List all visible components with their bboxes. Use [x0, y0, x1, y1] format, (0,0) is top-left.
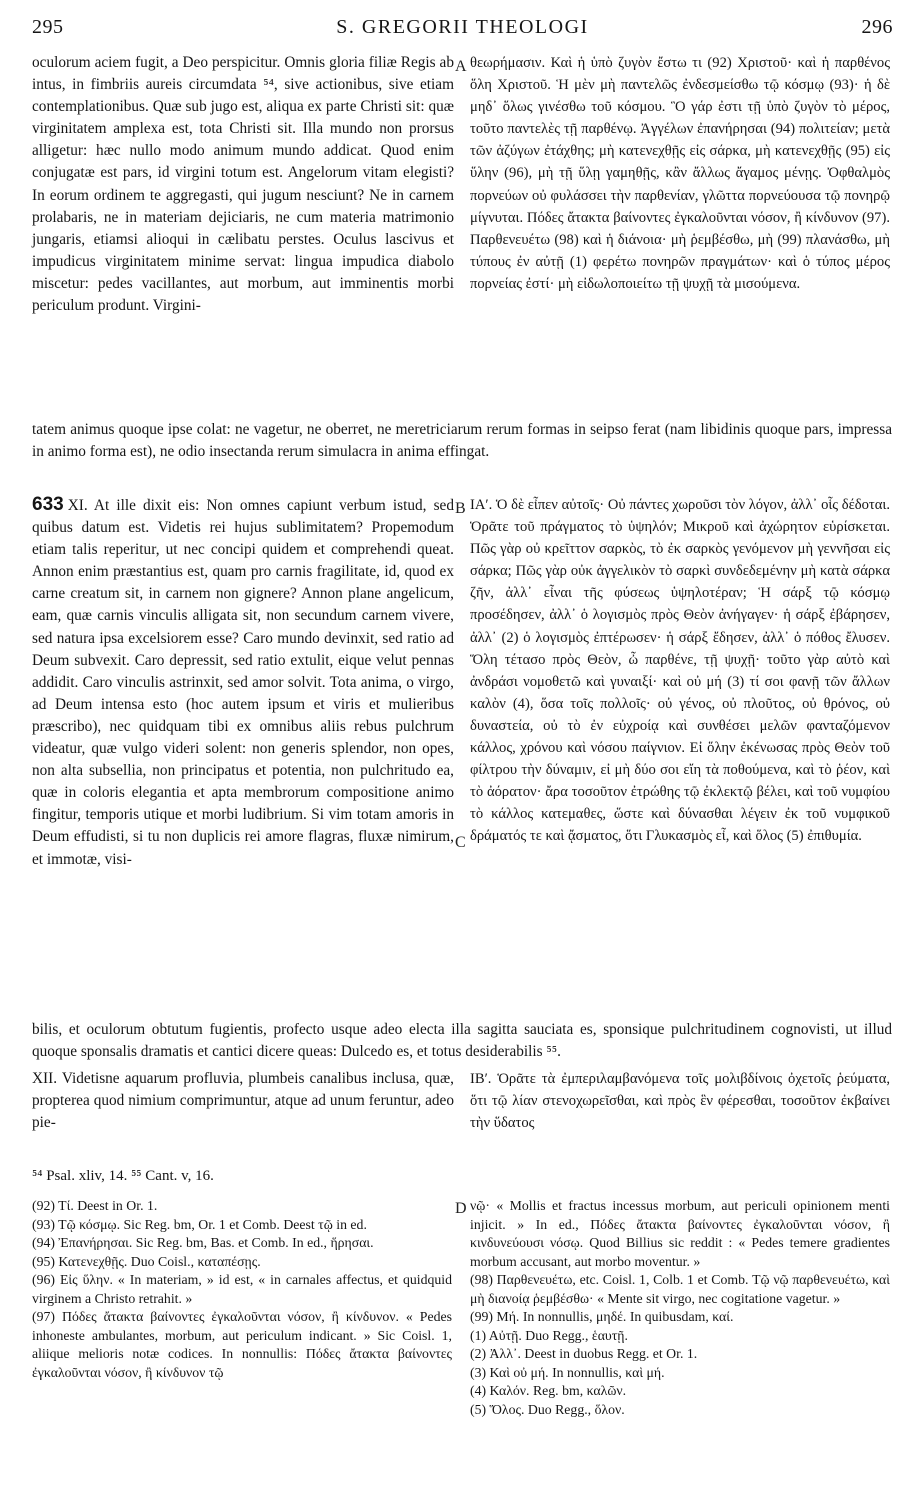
page-number-right: 296 [861, 16, 893, 38]
latin-paragraph-xii: XII. Videtisne aquarum profluvia, plumbeis canalibus inclusa, quæ, propterea quod nimium comprimuntur, atque ad unum feruntur, adeo pie- [32, 1070, 454, 1132]
note: (4) Καλόν. Reg. bm, καλῶν. [470, 1383, 627, 1398]
greek-paragraph: θεωρήμασιν. Καὶ ἡ ὑπὸ ζυγὸν ἔστω τι (92) Χριστοῦ· καὶ ἡ παρθένος ὅλη Χριστοῦ. Ἡ μὲν μὴ παντελῶς ἐνδεσμείσθω τῷ κόσμῳ (93)· ἡ δὲ μηδ᾽ ὅλως γινέσθω τοῦ κόσμου. Ὃ γάρ ἐστι τῇ ὑπὸ ζυγὸν τὸ μέρος, τοῦτο παντελὲς τῇ παρθένῳ. Ἀγγέλων ἐπανήρησαι (94) πολιτείαν; μετὰ τῶν ἀζύγων ἐτάχθης; μὴ κατενεχθῇς εἰς σάρκα, μὴ κατενεχθῇς (95) εἰς ὕλην (96), μὴ τῇ ὕλῃ γαμηθῇς, κἂν ἄλλως ἄγαμος μένῃς. Ὀφθαλμὸς πορνεύων οὐ φυλάσσει τὴν παρθενίαν, γλῶττα πορνεύουσα τῷ πονηρῷ μίγνυται. Πόδες ἄτακτα βαίνοντες ἐγκαλοῦνται νόσον, ἢ κίνδυνον (97). Παρθενευέτω (98) καὶ ἡ διάνοια· μὴ ῥεμβέσθω, μὴ (99) πλανάσθω, μὴ τύπους ἐν αὐτῇ (1) φερέτω πονηρῶν πραγμάτων· καὶ ὁ τύπος μέρος πορνείας ἐστί· μὴ εἰδωλοποιείτω τῇ ψυχῇ τὰ μισούμενα. [470, 55, 890, 292]
greek-column-section-1 [470, 52, 890, 295]
latin-paragraph: oculorum aciem fugit, a Deo perspicitur. Omnis gloria filiæ Regis ab intus, in fimbriis aureis circumdata ⁵⁴, sive actionibus, sive etiam contemplationibus. Quæ sub jugo est, aliqua ex parte Christi sit: quæ virginitatem amplexa est, tota Christi sit. Illa mundo non prorsus alligetur: hæc nullo modo animum mundo addicat. Quod enim conjugatæ est pars, id virgini totum est. Angelorum vitam elegisti? In eorum ordinem te aggregasti, qui jugum nesciunt? Ne in carnem prolabaris, ne in materiam dejiciaris, ne cum materia matrimonio jungaris, etiamsi alioqui in cælibatu perstes. Oculus lascivus et impudicus virginitatem minime servat: lingua impudica diabolo miscetur: pedes vacillantes, aut morbum, aut imminentis morbi periculum produnt. Virgini- [32, 54, 454, 315]
note: (97) Πόδες ἄτακτα βαίνοντες ἐγκαλοῦνται νόσον, ἢ κίνδυνον. « Pedes inhoneste ambulantes, morbum, aut periculum indicant. » Sic Coisl. 1, aliique melioris notæ codices. In nonnullis: Πόδες ἄτακτα βαίνοντες ἐγκαλοῦνται νόσον, ἢ κίνδυνον τῷ [32, 1309, 452, 1380]
note: (94) Ἐπανήρησαι. Sic Reg. bm, Bas. et Comb. In ed., ἥρησαι. [32, 1235, 374, 1250]
page-number-left: 295 [32, 16, 64, 38]
note: (2) Ἀλλ᾽. Deest in duobus Regg. et Or. 1. [470, 1346, 698, 1361]
note: (95) Κατενεχθῇς. Duo Coisl., καταπέσῃς. [32, 1253, 261, 1269]
greek-column-section-3 [470, 1068, 890, 1134]
notes-left-column [32, 1197, 452, 1382]
latin-column-section-1 [32, 52, 454, 317]
margin-marker-c: C [455, 834, 466, 851]
note: (3) Καὶ οὐ μή. In nonnullis, καὶ μή. [470, 1364, 665, 1380]
margin-marker-a: A [455, 58, 467, 75]
note: (98) Παρθενευέτω, etc. Coisl. 1, Colb. 1 et Comb. Τῷ νῷ παρθενευέτω, καὶ μὴ διανοίᾳ ῥεμβέσθω· « Mente sit virgo, nec cogitatione vagetur. » [470, 1272, 890, 1306]
scripture-footnotes: ⁵⁴ Psal. xliv, 14. ⁵⁵ Cant. v, 16. [32, 1168, 214, 1184]
greek-paragraph-ib: ΙΒʹ. Ὁρᾶτε τὰ ἐμπεριλαμβανόμενα τοῖς μολιβδίνοις ὀχετοῖς ῥεύματα, ὅτι τῷ λίαν στενοχωρεῖσθαι, καὶ πρὸς ἓν φέρεσθαι, τοσοῦτον ἐκβαίνει τὴν ὕδατος [470, 1071, 890, 1132]
latin-column-section-3 [32, 1068, 454, 1134]
latin-continuation: tatem animus quoque ipse colat: ne vagetur, ne oberret, ne meretriciarum rerum formas in seipso ferat (nam libidinis quoque pars, impressa in animo forma est), ne odio insectanda rerum simulacra in anima effingat. [32, 421, 892, 461]
column-number: 633 [32, 494, 64, 515]
page-title: S. GREGORII THEOLOGI [336, 16, 589, 38]
note: (99) Μή. In nonnullis, μηδέ. In quibusdam, καί. [470, 1309, 734, 1324]
note: (1) Αὐτῇ. Duo Regg., ἑαυτῇ. [470, 1327, 628, 1343]
greek-paragraph-ia: ΙΑʹ. Ὁ δὲ εἶπεν αὐτοῖς· Οὐ πάντες χωροῦσι τὸν λόγον, ἀλλ᾽ οἷς δέδοται. Ὁρᾶτε τοῦ πράγματος τὸ ὑψηλόν; Μικροῦ καὶ ἀχώρητον εὑρίσκεται. Πῶς γὰρ οὐ κρεῖττον σαρκὸς, τὸ ἐκ σαρκὸς γενόμενον μὴ γεννῆσαι εἰς σάρκα; Πῶς γὰρ οὐκ ἀγγελικὸν τὸ σαρκὶ συνδεδεμένην μὴ κατὰ σάρκα ζῆν, ἀλλ᾽ εἶναι τῆς φύσεως ὑψηλοτέραν; Ἡ σάρξ τῷ κόσμῳ προσέδησεν, ἀλλ᾽ ὁ λογισμὸς πρὸς Θεὸν ἀνήγαγεν· ἡ σάρξ ἐβάρησεν, ἀλλ᾽ (2) ὁ λογισμὸς ἐπτέρωσεν· ἡ σάρξ ἔδησεν, ἀλλ᾽ ὁ πόθος ἔλυσεν. Ὅλη τέτασο πρὸς Θεὸν, ὦ παρθένε, τῇ ψυχῇ· τοῦτο γὰρ αὐτὸ καὶ ἀνδράσι νομοθετῶ καὶ γυναιξί· καὶ οὐ μή (3) τί σοι φανῇ τῶν ἄλλων καλὸν (4), ὅσα τοῖς πολλοῖς· οὐ γένος, οὐ πλοῦτος, οὐ θρόνος, οὐ δυναστεία, οὐ τὸ ἐν εὐχροίᾳ καὶ συνθέσει μελῶν φανταζόμενον κάλλος, χρόνου καὶ νόσου παίγνιον. Εἰ ὅλην ἐκένωσας πρὸς Θεὸν τοῦ φίλτρου τὴν δύναμιν, εἰ μὴ δύο σοι εἴη τὰ ποθούμενα, καὶ τὸ ῥέον, καὶ τὸ ἀόρατον· ἄρα τοσοῦτον ἐτρώθης τῷ ἐκλεκτῷ βέλει, καὶ τοῦ νυμφίου τὸ κάλλος κατεμαθες, ὥστε καὶ δύνασθαι λέγειν ἐκ τοῦ νυμφικοῦ δράματός τε καὶ ᾄσματος, ὅτι Γλυκασμὸς εἶ, καὶ ὅλος (5) ἐπιθυμία. [470, 497, 890, 845]
full-width-continuation-1 [32, 404, 892, 479]
note: (96) Εἰς ὕλην. « In materiam, » id est, « in carnales affectus, et quidquid virginem a Christo retrahit. » [32, 1272, 452, 1306]
latin-xi-text: XI. At ille dixit eis: Non omnes capiunt verbum istud, sed quibus datum est. Videtis rei hujus sublimitatem? Propemodum etiam talis reperitur, ut nec concipi quidem et comprehendi queat. Annon enim præstantius est, quam pro carnis fragilitate, id, quod ex carne creatum sit, in carnem non gignere? Annon plane angelicum, eam, quæ carnis vinculis alligata sit, non secundum carnem vivere, sed natura ipsa excelsiorem esse? Caro mundo devinxit, sed ratio ad Deum subvexit. Caro depressit, sed ratio extulit, eique velut pennas addidit. Caro vinculis astrinxit, sed amor solvit. Tota anima, o virgo, ad Deum intensa esto (hoc autem ipsum et viris et mulieribus præscribo), nec quidquam tibi ex omnibus aliis rebus pulchrum videatur, quæ vulgo videri solent: non generis splendor, non opes, non alta subsellia, non principatus et potentia, non pulchritudo ea, quæ in coloris elegantia et apta membrorum compositione animo fingitur, temporis utique et morbi ludibrium. Si vim totam amoris in Deum effudisti, si tu non duplicis rei amore flagras, fluxæ nimirum, et immotæ, visi- [32, 497, 454, 868]
latin-paragraph-xi [32, 494, 454, 871]
margin-marker-d: D [455, 1200, 467, 1217]
latin-column-section-2 [32, 494, 454, 871]
margin-marker-b: B [455, 500, 466, 517]
greek-column-section-2 [470, 494, 890, 848]
note: (92) Τί. Deest in Or. 1. [32, 1198, 158, 1213]
running-header [32, 12, 893, 46]
note: νῷ· « Mollis et fractus incessus morbum, aut periculi opinionem menti injicit. » In ed., Πόδες ἄτακτα βαίνοντες ἐγκαλοῦνται νόσον, ἢ κινδυνεύουσι νόσῳ. Quod Billius sic reddit : « Pedes temere gradientes morbum accusant, aut morbo moventur. » [470, 1198, 890, 1269]
latin-continuation: bilis, et oculorum obtutum fugientis, profecto usque adeo electa illa sagitta sauciata es, sponsique pulchritudinem cognovisti, ut illud quoque sponsalis dramatis et cantici dicere queas: Dulcedo es, et totus desiderabilis ⁵⁵. [32, 1021, 892, 1061]
notes-right-column [470, 1197, 890, 1419]
note: (5) Ὅλος. Duo Regg., ὅλον. [470, 1401, 625, 1417]
note: (93) Τῷ κόσμῳ. Sic Reg. bm, Or. 1 et Comb. Deest τῷ in ed. [32, 1216, 367, 1232]
